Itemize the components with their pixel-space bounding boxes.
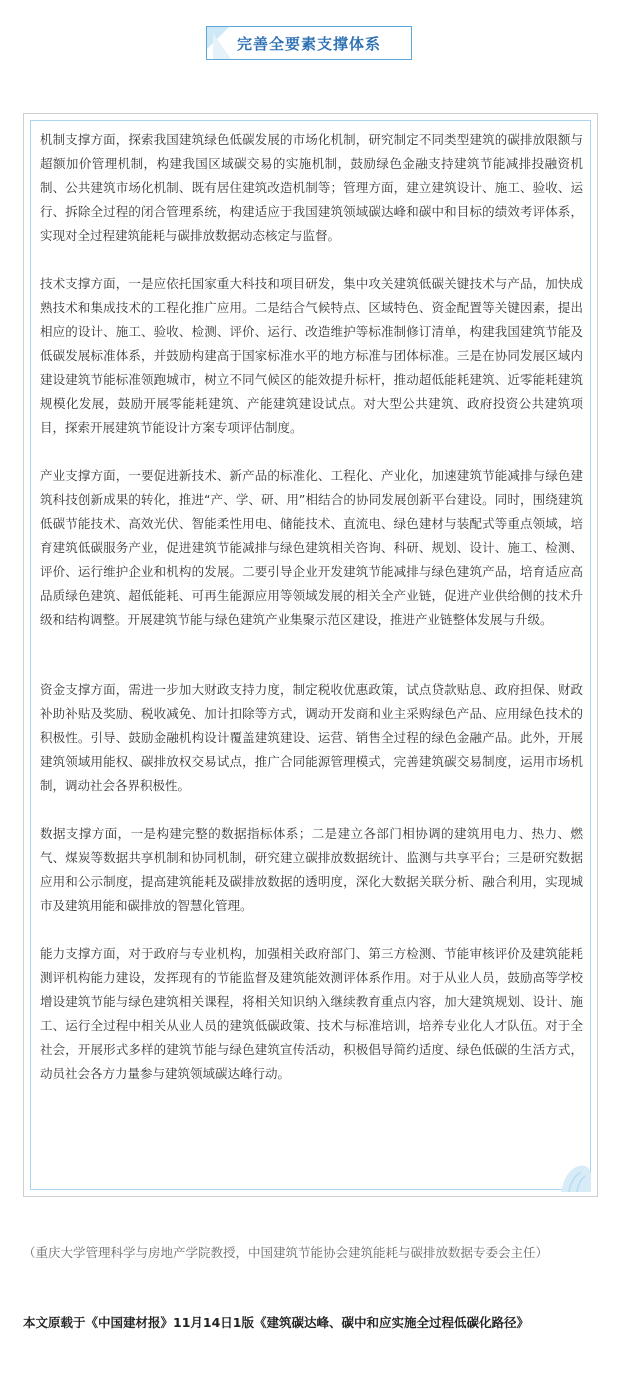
- section-title-box: [206, 26, 412, 60]
- shell-icon: [559, 1160, 593, 1194]
- paragraph-capacity-support: 能力支撑方面，对于政府与专业机构，加强相关政府部门、第三方检测、节能审核评价及建筑能耗测评机构能力建设，发挥现有的节能监督及建筑能效测评体系作用。对于从业人员，鼓励高等学校增设建筑节能与绿色建筑相关课程，将相关知识纳入继续教育重点内容，加大建筑规划、设计、施工、运行全过程中相关从业人员的建筑低碳政策、技术与标准培训，培养专业化人才队伍。对于全社会，开展形式多样的建筑节能与绿色建筑宣传活动，积极倡导简约适度、绿色低碳的生活方式，动员社会各方力量参与建筑领域碳达峰行动。: [40, 946, 583, 1081]
- title-corner-decoration-2: [213, 33, 231, 59]
- paragraph-mechanism-support: 机制支撑方面，探索我国建筑绿色低碳发展的市场化机制，研究制定不同类型建筑的碳排放限额与超额加价管理机制，构建我国区域碳交易的实施机制，鼓励绿色金融支持建筑节能减排投融资机制、公共建筑市场化机制、既有居住建筑改造机制等；管理方面，建立建筑设计、施工、验收、运行、拆除全过程的闭合管理系统，构建适应于我国建筑领域碳达峰和碳中和目标的绩效考评体系，实现对全过程建筑能耗与碳排放数据动态核定与监督。: [40, 132, 583, 243]
- paragraph-technology-support: 技术支撑方面，一是应依托国家重大科技和项目研发，集中攻关建筑低碳关键技术与产品，加快成熟技术和集成技术的工程化推广应用。二是结合气候特点、区域特色、资金配置等关键因素，提出相应的设计、施工、验收、检测、评价、运行、改造维护等标准制修订清单，构建我国建筑节能及低碳发展标准体系，并鼓励构建高于国家标准水平的地方标准与团体标准。三是在协同发展区域内建设建筑节能标准领跑城市，树立不同气候区的能效提升标杆，推动超低能耗建筑、近零能耗建筑规模化发展，鼓励开展零能耗建筑、产能建筑建设试点。对大型公共建筑、政府投资公共建筑项目，探索开展建筑节能设计方案专项评估制度。: [40, 276, 583, 435]
- section-title: 完善全要素支撑体系: [236, 34, 381, 53]
- paragraph-funding-support: 资金支撑方面，需进一步加大财政支持力度，制定税收优惠政策，试点贷款贴息、政府担保、财政补助补贴及奖励、税收减免、加计扣除等方式，调动开发商和业主采购绿色产品、应用绿色技术的积极性。引导、鼓励金融机构设计覆盖建筑建设、运营、销售全过程的绿色金融产品。此外，开展建筑领域用能权、碳排放权交易试点，推广合同能源管理模式，完善建筑碳交易制度，运用市场机制，调动社会各界积极性。: [40, 682, 583, 793]
- paragraph-industry-support: 产业支撑方面，一要促进新技术、新产品的标准化、工程化、产业化，加速建筑节能减排与绿色建筑科技创新成果的转化，推进“产、学、研、用”相结合的协同发展创新平台建设。同时，围绕建筑低碳节能技术、高效光伏、智能柔性用电、储能技术、直流电、绿色建材与装配式等重点领域，培育建筑低碳服务产业，促进建筑节能减排与绿色建筑相关咨询、科研、规划、设计、施工、检测、评价、运行维护企业和机构的发展。二要引导企业开发建筑节能减排与绿色建筑产品，培育适应高品质绿色建筑、超低能耗、可再生能源应用等领域发展的相关全产业链，促进产业供给侧的技术升级和结构调整。开展建筑节能与绿色建筑产业集聚示范区建设，推进产业链整体发展与升级。: [40, 468, 583, 627]
- paragraph-data-support: 数据支撑方面，一是构建完整的数据指标体系；二是建立各部门相协调的建筑用电力、热力、燃气、煤炭等数据共享机制和协同机制，研究建立碳排放数据统计、监测与共享平台；三是研究数据应用和公示制度，提高建筑能耗及碳排放数据的透明度，深化大数据关联分析、融合利用，实现城市及建筑用能和碳排放的智慧化管理。: [40, 826, 583, 913]
- author-note: （重庆大学管理科学与房地产学院教授，中国建筑节能协会建筑能耗与碳排放数据专委会主任）: [23, 1245, 549, 1260]
- source-note: 本文原载于《中国建材报》11月14日1版《建筑碳达峰、碳中和应实施全过程低碳化路径》: [23, 1315, 529, 1330]
- article-body: [40, 128, 583, 1086]
